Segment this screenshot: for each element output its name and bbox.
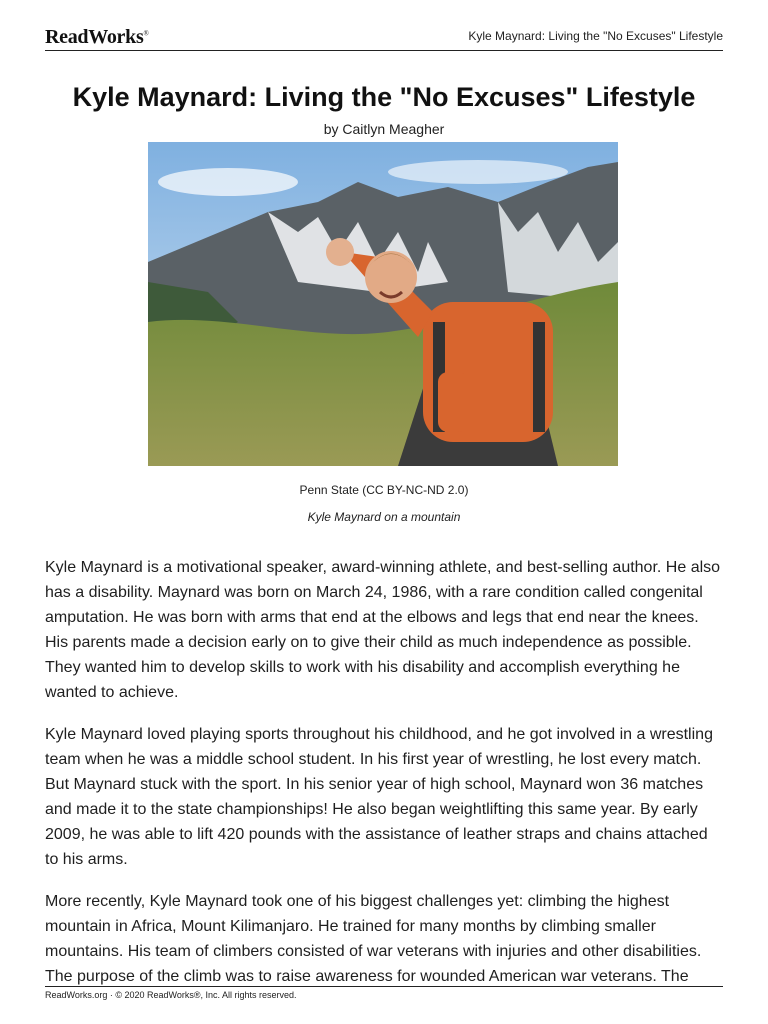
logo-text: ReadWorks	[45, 26, 144, 48]
image-caption: Kyle Maynard on a mountain	[307, 510, 461, 524]
footer-divider	[45, 986, 723, 987]
article-body	[45, 555, 725, 1006]
running-title: Kyle Maynard: Living the "No Excuses" Lifestyle	[468, 29, 723, 43]
paragraph: Kyle Maynard loved playing sports throughout his childhood, and he got involved in a wrestling team when he was a middle school student. In his first year of wrestling, he lost every match. But Maynard stuck with the sport. In his senior year of high school, Maynard won 36 matches and made it to the state championships! He also began weightlifting this same year. By early 2009, he was able to lift 420 pounds with the assistance of leather straps and chains attached to his arms.	[45, 726, 713, 868]
paragraph: Kyle Maynard is a motivational speaker, award-winning athlete, and best-selling author. He also has a disability. Maynard was born on March 24, 1986, with a rare condition called congenital amputation. He was born with arms that end at the elbows and legs that end near the knees. His parents made a decision early on to give their child as much independence as possible. They wanted him to develop skills to work with his disability and accomplish everything he wanted to achieve.	[45, 559, 721, 701]
article-byline: by Caitlyn Meagher	[323, 121, 445, 137]
paragraph: More recently, Kyle Maynard took one of his biggest challenges yet: climbing the highest mountain in Africa, Mount Kilimanjaro. He trained for many months by climbing smaller mountains. His team of climbers consisted of war veterans with injuries and other disabilities. The purpose of the climb was to raise awareness for wounded American war veterans. The	[45, 893, 702, 985]
page-footer: ReadWorks.org · © 2020 ReadWorks®, Inc. All rights reserved.	[45, 990, 297, 1000]
article-title: Kyle Maynard: Living the "No Excuses" Lifestyle	[72, 82, 696, 112]
readworks-logo	[45, 26, 148, 49]
page-header	[45, 24, 723, 51]
mountain-photo-illustration	[148, 142, 618, 466]
article-photo	[148, 142, 618, 466]
image-credit: Penn State (CC BY-NC-ND 2.0)	[299, 483, 469, 497]
logo-registered-mark: ®	[143, 29, 149, 38]
